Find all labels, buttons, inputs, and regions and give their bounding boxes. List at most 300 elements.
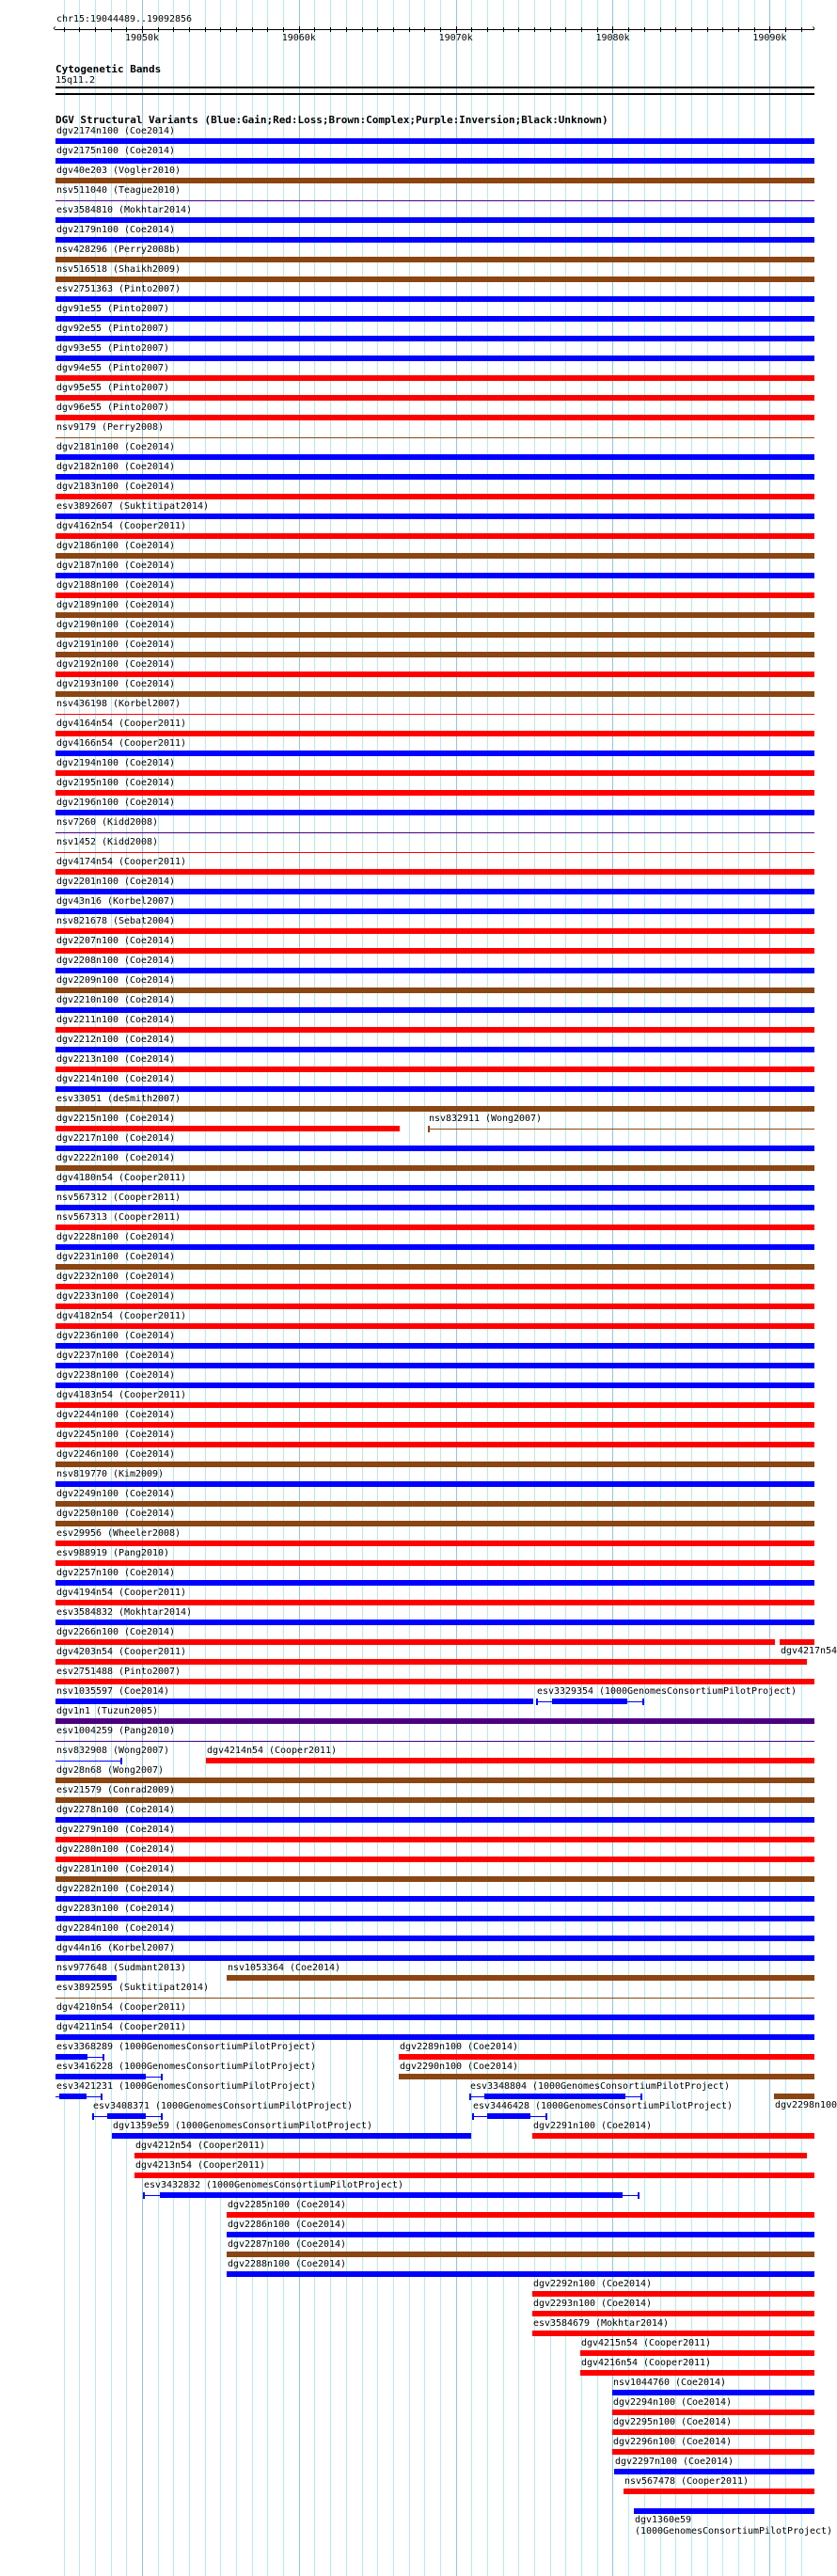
variant-label: dgv2279n100 (Coe2014) <box>56 1825 176 1835</box>
variant-label: dgv2283n100 (Coe2014) <box>56 1904 176 1914</box>
variant-bar <box>227 2271 814 2277</box>
variant-bar <box>55 790 814 796</box>
variant-bar <box>55 1185 814 1191</box>
variant-label: dgv1n1 (Tuzun2005) <box>56 1706 159 1716</box>
variant-label: esv3584810 (Mokhtar2014) <box>56 205 193 215</box>
variant-label: dgv2236n100 (Coe2014) <box>56 1331 176 1341</box>
variant-bar <box>55 2015 814 2020</box>
ruler-left-arrow-icon: ‹ <box>52 24 58 34</box>
variant-bar <box>55 1679 814 1684</box>
variant-label: nsv977648 (Sudmant2013) <box>56 1963 187 1973</box>
variant-label: dgv2194n100 (Coe2014) <box>56 758 176 768</box>
variant-bar <box>55 988 814 993</box>
variant-label: esv3892595 (Suktitipat2014) <box>56 1983 210 1993</box>
location-label: chr15:19044489..19092856 <box>56 14 193 24</box>
variant-bar <box>55 1126 400 1131</box>
variant-end-tick <box>161 2113 163 2120</box>
variant-bar <box>55 217 814 223</box>
variant-label: dgv2187n100 (Coe2014) <box>56 561 176 571</box>
variant-label: dgv95e55 (Pinto2007) <box>56 383 170 393</box>
variant-label: nsv1044760 (Coe2014) <box>613 2378 727 2388</box>
variant-label: dgv1360e59 (1000GenomesConsortiumPilotProject) <box>635 2515 833 2536</box>
variant-label: dgv2212n100 (Coe2014) <box>56 1035 176 1045</box>
variant-label: dgv2238n100 (Coe2014) <box>56 1370 176 1381</box>
ruler-tick <box>205 27 206 32</box>
variant-bar <box>55 415 814 420</box>
variant-label: dgv4217n54 <box>781 1646 837 1656</box>
variant-label: dgv2292n100 (Coe2014) <box>533 2279 653 2289</box>
ruler-tick <box>440 27 441 32</box>
ruler-tick <box>189 27 190 32</box>
variant-bar <box>55 553 814 559</box>
variant-bar <box>55 1383 814 1388</box>
variant-bar <box>580 2370 814 2376</box>
ruler-tick <box>267 27 268 32</box>
variant-bar <box>227 2232 814 2237</box>
variant-label: dgv2183n100 (Coe2014) <box>56 482 176 492</box>
ruler-tick <box>330 27 331 32</box>
ruler-tick <box>64 27 65 32</box>
variant-start-tick <box>536 1699 538 1705</box>
variant-label: dgv2182n100 (Coe2014) <box>56 462 176 472</box>
variant-end-tick <box>545 2113 547 2120</box>
variant-bar <box>55 968 814 973</box>
variant-label: nsv567478 (Cooper2011) <box>624 2476 750 2487</box>
ruler-tick <box>173 27 174 32</box>
variant-label: dgv2193n100 (Coe2014) <box>56 679 176 689</box>
ruler-tick <box>409 27 410 32</box>
variant-bar <box>55 573 814 578</box>
variant-label: dgv4214n54 (Cooper2011) <box>207 1746 338 1756</box>
variant-bar <box>55 1936 814 1941</box>
variant-bar <box>55 612 814 618</box>
variant-label: dgv2295n100 (Coe2014) <box>613 2417 733 2427</box>
variant-bar <box>612 2390 814 2395</box>
variant-bar <box>55 533 814 539</box>
variant-label: dgv4210n54 (Cooper2011) <box>56 2002 187 2013</box>
variant-bar <box>580 2350 814 2356</box>
variant-label: dgv2209n100 (Coe2014) <box>56 975 176 986</box>
cytoband-label: 15q11.2 <box>55 75 96 86</box>
variant-label: dgv44n16 (Korbel2007) <box>56 1943 176 1953</box>
ruler-tick <box>142 26 143 33</box>
variant-bar <box>55 178 814 183</box>
variant-label: esv21579 (Conrad2009) <box>56 1785 176 1795</box>
variant-label: esv29956 (Wheeler2008) <box>56 1528 182 1539</box>
ruler-tick <box>111 27 112 32</box>
variant-label: dgv4182n54 (Cooper2011) <box>56 1311 187 1321</box>
ruler-tick <box>471 27 472 32</box>
variant-bar <box>55 2054 87 2060</box>
variant-label: dgv4215n54 (Cooper2011) <box>581 2338 712 2348</box>
variant-bar <box>612 2410 814 2415</box>
variant-label: dgv2298n100 <box>775 2100 837 2110</box>
variant-label: nsv1452 (Kidd2008) <box>56 837 159 847</box>
variant-label: dgv2175n100 (Coe2014) <box>56 146 176 156</box>
variant-bar <box>484 2094 625 2099</box>
ruler-tick <box>299 26 300 33</box>
variant-label: dgv2232n100 (Coe2014) <box>56 1272 176 1282</box>
variant-bar <box>55 909 814 914</box>
ruler-right-arrow-icon: › <box>811 24 817 34</box>
variant-bar <box>55 1027 814 1033</box>
variant-start-tick <box>469 2094 471 2100</box>
ruler-tick <box>79 27 80 32</box>
cytoband-line-bottom <box>55 93 814 95</box>
variant-end-tick <box>120 1758 122 1764</box>
variant-label: dgv92e55 (Pinto2007) <box>56 324 170 334</box>
variant-label: nsv516518 (Shaikh2009) <box>56 264 182 275</box>
variant-start-tick <box>143 2192 145 2199</box>
variant-bar <box>55 1343 814 1349</box>
variant-label: dgv2233n100 (Coe2014) <box>56 1291 176 1302</box>
variant-start-tick <box>428 1126 430 1132</box>
variant-bar <box>55 356 814 361</box>
variant-label: dgv2297n100 (Coe2014) <box>615 2457 734 2467</box>
variant-span-line <box>55 200 814 201</box>
variant-bar <box>55 869 814 875</box>
variant-label: dgv4194n54 (Cooper2011) <box>56 1588 187 1598</box>
variant-bar <box>55 1521 814 1526</box>
variant-label: esv3421231 (1000GenomesConsortiumPilotProject) <box>56 2081 317 2092</box>
variant-label: dgv4162n54 (Cooper2011) <box>56 521 187 531</box>
variant-label: esv3368289 (1000GenomesConsortiumPilotProject) <box>56 2042 317 2052</box>
variant-label: dgv2231n100 (Coe2014) <box>56 1252 176 1262</box>
variant-bar <box>55 1699 533 1704</box>
variant-label: dgv2179n100 (Coe2014) <box>56 225 176 235</box>
variant-label: dgv2228n100 (Coe2014) <box>56 1232 176 1242</box>
variant-label: dgv4213n54 (Cooper2011) <box>135 2160 266 2171</box>
dgv-track-title: DGV Structural Variants (Blue:Gain;Red:Loss;Brown:Complex;Purple:Inversion;Black:Unknown) <box>55 114 608 126</box>
variant-start-tick <box>92 2113 94 2120</box>
variant-label: esv3446428 (1000GenomesConsortiumPilotProject) <box>473 2101 734 2111</box>
ruler-tick <box>503 27 504 32</box>
ruler-tick <box>612 26 613 33</box>
variant-bar <box>532 2331 814 2336</box>
variant-bar <box>55 2074 146 2079</box>
variant-bar <box>55 1462 814 1467</box>
variant-span-line <box>428 1129 814 1130</box>
variant-bar <box>55 1225 814 1230</box>
ruler-tick <box>487 27 488 32</box>
variant-label: dgv2192n100 (Coe2014) <box>56 659 176 670</box>
ruler-tick <box>550 27 551 32</box>
variant-span-line <box>55 852 814 853</box>
variant-label: dgv40e203 (Vogler2010) <box>56 166 182 176</box>
variant-bar <box>55 454 814 460</box>
variant-label: nsv428296 (Perry2008b) <box>56 245 182 255</box>
variant-bar <box>55 514 814 519</box>
variant-bar <box>55 1817 814 1823</box>
variant-bar <box>55 1442 814 1447</box>
variant-bar <box>55 1620 814 1625</box>
variant-bar <box>55 1876 814 1882</box>
variant-label: esv3584679 (Mokhtar2014) <box>533 2318 670 2329</box>
variant-bar <box>55 1639 775 1645</box>
variant-bar <box>55 1047 814 1052</box>
variant-bar <box>55 691 814 697</box>
variant-label: nsv819770 (Kim2009) <box>56 1469 165 1479</box>
variant-label: nsv9179 (Perry2008) <box>56 422 165 433</box>
variant-label: dgv4174n54 (Cooper2011) <box>56 857 187 867</box>
variant-end-tick <box>161 2074 163 2080</box>
variant-bar <box>55 2034 814 2040</box>
variant-label: dgv2189n100 (Coe2014) <box>56 600 176 610</box>
ruler-tick <box>236 27 237 32</box>
variant-bar <box>55 751 814 756</box>
variant-bar <box>55 1955 814 1961</box>
variant-bar <box>55 810 814 815</box>
variant-bar <box>59 2094 87 2099</box>
variant-bar <box>55 1205 814 1210</box>
variant-label: dgv43n16 (Korbel2007) <box>56 896 176 907</box>
variant-label: esv3348804 (1000GenomesConsortiumPilotProject) <box>470 2081 731 2092</box>
variant-bar <box>55 1244 814 1250</box>
variant-bar <box>55 1146 814 1151</box>
variant-label: dgv2181n100 (Coe2014) <box>56 442 176 452</box>
variant-label: esv2751488 (Pinto2007) <box>56 1667 182 1677</box>
ruler-tick <box>597 27 598 32</box>
variant-bar <box>55 632 814 638</box>
ruler-tick <box>628 27 629 32</box>
variant-bar <box>55 1896 814 1902</box>
variant-end-tick <box>642 1699 644 1705</box>
variant-label: dgv2210n100 (Coe2014) <box>56 995 176 1005</box>
variant-bar <box>112 2133 471 2139</box>
variant-label: dgv4216n54 (Cooper2011) <box>581 2358 712 2368</box>
variant-label: dgv2211n100 (Coe2014) <box>56 1015 176 1025</box>
variant-end-tick <box>101 2094 103 2100</box>
variant-label: dgv2250n100 (Coe2014) <box>56 1509 176 1519</box>
variant-bar <box>55 296 814 302</box>
variant-label: dgv2290n100 (Coe2014) <box>400 2062 519 2072</box>
ruler-tick <box>675 27 676 32</box>
variant-bar <box>55 316 814 322</box>
variant-label: dgv91e55 (Pinto2007) <box>56 304 170 314</box>
variant-bar <box>55 652 814 657</box>
ruler-tick-label: 19060k <box>281 33 316 43</box>
ruler-tick-label: 19080k <box>595 33 630 43</box>
variant-label: dgv2215n100 (Coe2014) <box>56 1114 176 1124</box>
variant-label: dgv4211n54 (Cooper2011) <box>56 2022 187 2032</box>
variant-bar <box>55 1481 814 1487</box>
variant-bar <box>55 1600 814 1605</box>
ruler-tick-label: 19070k <box>438 33 473 43</box>
variant-bar <box>55 672 814 677</box>
variant-bar <box>55 375 814 381</box>
ruler-tick <box>283 27 284 32</box>
variant-bar <box>55 1659 807 1665</box>
variant-bar <box>774 2094 814 2099</box>
ruler-tick <box>707 27 708 32</box>
variant-label: esv3329354 (1000GenomesConsortiumPilotProject) <box>537 1686 798 1697</box>
ruler-tick <box>393 27 394 32</box>
variant-label: dgv2196n100 (Coe2014) <box>56 798 176 808</box>
variant-span-line <box>55 1998 814 1999</box>
variant-bar <box>55 257 814 262</box>
variant-span-line <box>55 714 814 715</box>
variant-bar <box>55 1778 814 1783</box>
variant-label: dgv2188n100 (Coe2014) <box>56 580 176 591</box>
ruler-tick <box>691 27 692 32</box>
variant-bar <box>634 2508 814 2514</box>
ruler-tick <box>126 27 127 32</box>
variant-bar <box>552 1699 627 1704</box>
variant-bar <box>55 1501 814 1507</box>
variant-bar <box>227 1975 814 1981</box>
variant-bar <box>399 2074 814 2079</box>
variant-span-line <box>55 1761 121 1762</box>
ruler-tick <box>581 27 582 32</box>
variant-label: dgv4203n54 (Cooper2011) <box>56 1647 187 1657</box>
variant-bar <box>55 593 814 598</box>
variant-label: dgv2288n100 (Coe2014) <box>228 2259 347 2269</box>
ruler-tick <box>456 26 457 33</box>
ruler-tick <box>769 26 770 33</box>
variant-label: dgv2214n100 (Coe2014) <box>56 1074 176 1084</box>
cytoband-track-title: Cytogenetic Bands <box>55 63 162 75</box>
variant-bar <box>55 770 814 776</box>
ruler-tick <box>534 27 535 32</box>
ruler-tick <box>660 27 661 32</box>
variant-label: dgv2213n100 (Coe2014) <box>56 1054 176 1065</box>
variant-bar <box>55 494 814 499</box>
variant-bar <box>55 138 814 144</box>
variant-bar <box>55 948 814 954</box>
variant-label: nsv1035597 (Coe2014) <box>56 1686 170 1697</box>
variant-label: dgv28n68 (Wong2007) <box>56 1765 165 1776</box>
variant-bar <box>55 1304 814 1309</box>
variant-label: dgv2294n100 (Coe2014) <box>613 2397 733 2408</box>
variant-bar <box>55 336 814 341</box>
variant-bar <box>55 1975 117 1981</box>
variant-label: dgv4164n54 (Cooper2011) <box>56 719 187 729</box>
ruler-tick <box>754 27 755 32</box>
variant-label: dgv2284n100 (Coe2014) <box>56 1923 176 1934</box>
ruler-tick <box>158 27 159 32</box>
variant-label: nsv436198 (Korbel2007) <box>56 699 182 709</box>
variant-bar <box>624 2489 814 2494</box>
variant-bar <box>532 2311 814 2316</box>
variant-label: dgv2287n100 (Coe2014) <box>228 2239 347 2250</box>
variant-label: dgv2280n100 (Coe2014) <box>56 1844 176 1855</box>
variant-bar <box>55 277 814 282</box>
ruler-tick <box>518 27 519 32</box>
variant-label: esv33051 (deSmith2007) <box>56 1094 182 1104</box>
ruler-tick <box>362 27 363 32</box>
variant-bar <box>612 2429 814 2435</box>
variant-span-line <box>55 1741 814 1742</box>
variant-label: esv2751363 (Pinto2007) <box>56 284 182 294</box>
variant-bar <box>532 2291 814 2297</box>
variant-label: dgv2201n100 (Coe2014) <box>56 877 176 887</box>
ruler-tick <box>424 27 425 32</box>
variant-label: nsv567312 (Cooper2011) <box>56 1193 182 1203</box>
variant-bar <box>55 1402 814 1408</box>
variant-label: dgv2281n100 (Coe2014) <box>56 1864 176 1874</box>
variant-label: dgv2186n100 (Coe2014) <box>56 541 176 551</box>
variant-bar <box>55 1007 814 1013</box>
variant-bar <box>55 1541 814 1546</box>
ruler-tick <box>377 27 378 32</box>
ruler-axis <box>55 29 814 30</box>
variant-bar <box>55 1086 814 1092</box>
variant-bar <box>55 474 814 480</box>
variant-bar <box>55 1363 814 1368</box>
variant-label: nsv821678 (Sebat2004) <box>56 916 176 926</box>
variant-bar <box>55 1837 814 1842</box>
variant-bar <box>227 2252 814 2257</box>
variant-label: dgv4180n54 (Cooper2011) <box>56 1173 187 1183</box>
variant-label: dgv2222n100 (Coe2014) <box>56 1153 176 1163</box>
ruler-tick <box>565 27 566 32</box>
variant-bar <box>532 2133 814 2139</box>
variant-label: dgv2266n100 (Coe2014) <box>56 1627 176 1637</box>
ruler-tick <box>220 27 221 32</box>
variant-bar <box>55 1560 814 1566</box>
variant-label: dgv2246n100 (Coe2014) <box>56 1449 176 1460</box>
variant-bar <box>55 1916 814 1921</box>
variant-label: dgv2285n100 (Coe2014) <box>228 2200 347 2210</box>
variant-bar <box>55 1323 814 1329</box>
variant-label: dgv1359e59 (1000GenomesConsortiumPilotProject) <box>113 2121 373 2131</box>
variant-bar <box>55 158 814 164</box>
variant-start-tick <box>472 2113 474 2120</box>
variant-label: dgv2296n100 (Coe2014) <box>613 2437 733 2447</box>
variant-label: dgv2282n100 (Coe2014) <box>56 1884 176 1894</box>
variant-label: dgv2217n100 (Coe2014) <box>56 1133 176 1144</box>
variant-label: esv3432832 (1000GenomesConsortiumPilotProject) <box>144 2180 404 2190</box>
variant-label: esv988919 (Pang2010) <box>56 1548 170 1558</box>
variant-bar <box>399 2054 814 2060</box>
variant-label: dgv2191n100 (Coe2014) <box>56 640 176 650</box>
ruler-tick <box>252 27 253 32</box>
variant-label: dgv94e55 (Pinto2007) <box>56 363 170 373</box>
variant-label: dgv4183n54 (Cooper2011) <box>56 1390 187 1400</box>
variant-bar <box>55 1106 814 1112</box>
ruler-tick-label: 19050k <box>124 33 159 43</box>
variant-end-tick <box>638 2192 640 2199</box>
variant-label: nsv567313 (Cooper2011) <box>56 1212 182 1223</box>
variant-bar <box>780 1639 814 1645</box>
variant-bar <box>134 2153 807 2158</box>
variant-bar <box>55 1165 814 1171</box>
variant-span-line <box>55 832 814 833</box>
variant-bar <box>206 1758 814 1763</box>
variant-bar <box>107 2113 146 2119</box>
variant-bar <box>55 1857 814 1862</box>
variant-label: nsv1053364 (Coe2014) <box>228 1963 341 1973</box>
ruler-tick <box>346 27 347 32</box>
variant-bar <box>55 1718 814 1724</box>
variant-label: nsv832911 (Wong2007) <box>429 1114 543 1124</box>
variant-label: dgv4212n54 (Cooper2011) <box>135 2141 266 2151</box>
variant-bar <box>55 1284 814 1289</box>
variant-bar <box>55 237 814 243</box>
variant-label: dgv93e55 (Pinto2007) <box>56 343 170 354</box>
ruler-tick <box>314 27 315 32</box>
variant-label: esv3584832 (Mokhtar2014) <box>56 1607 193 1618</box>
variant-bar <box>55 395 814 401</box>
variant-bar <box>55 1067 814 1072</box>
variant-bar <box>55 1580 814 1586</box>
variant-label: dgv2286n100 (Coe2014) <box>228 2220 347 2230</box>
ruler-tick-label: 19090k <box>752 33 787 43</box>
variant-bar <box>55 1422 814 1428</box>
variant-label: esv3416228 (1000GenomesConsortiumPilotProject) <box>56 2062 317 2072</box>
variant-label: esv3408371 (1000GenomesConsortiumPilotProject) <box>93 2101 354 2111</box>
variant-bar <box>55 1797 814 1803</box>
